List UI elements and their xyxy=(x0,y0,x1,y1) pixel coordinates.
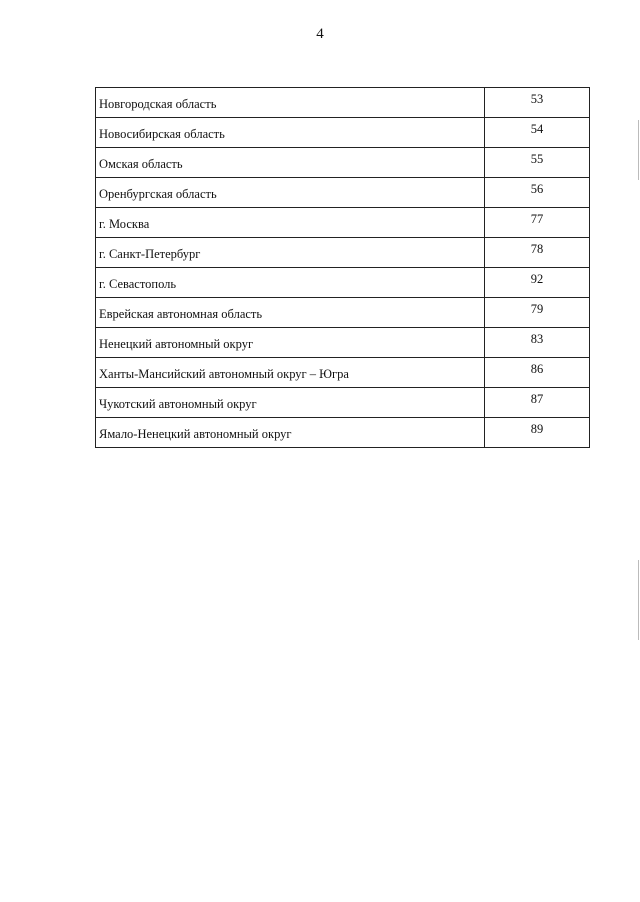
table-row xyxy=(96,208,590,238)
region-code-cell: 54 xyxy=(485,118,590,148)
region-code-cell: 92 xyxy=(485,268,590,298)
table-row xyxy=(96,148,590,178)
region-name-cell: Оренбургская область xyxy=(96,178,485,208)
region-name-cell: Ненецкий автономный округ xyxy=(96,328,485,358)
region-name-cell: Омская область xyxy=(96,148,485,178)
region-code-cell: 77 xyxy=(485,208,590,238)
region-name-cell: Новосибирская область xyxy=(96,118,485,148)
region-name-cell: Чукотский автономный округ xyxy=(96,388,485,418)
region-code-cell: 56 xyxy=(485,178,590,208)
table-row xyxy=(96,238,590,268)
region-name-cell: Новгородская область xyxy=(96,88,485,118)
region-name-cell: г. Санкт-Петербург xyxy=(96,238,485,268)
region-code-cell: 83 xyxy=(485,328,590,358)
table-row xyxy=(96,298,590,328)
table-row xyxy=(96,178,590,208)
table-row xyxy=(96,88,590,118)
region-code-cell: 55 xyxy=(485,148,590,178)
region-code-cell: 53 xyxy=(485,88,590,118)
region-name-cell: Еврейская автономная область xyxy=(96,298,485,328)
table-row xyxy=(96,388,590,418)
table-row xyxy=(96,418,590,448)
table-row xyxy=(96,328,590,358)
region-code-cell: 89 xyxy=(485,418,590,448)
regions-table xyxy=(95,87,590,448)
region-code-cell: 78 xyxy=(485,238,590,268)
region-name-cell: г. Севастополь xyxy=(96,268,485,298)
region-name-cell: Ямало-Ненецкий автономный округ xyxy=(96,418,485,448)
region-name-cell: Ханты-Мансийский автономный округ – Югра xyxy=(96,358,485,388)
region-code-cell: 86 xyxy=(485,358,590,388)
table-row xyxy=(96,358,590,388)
table-row xyxy=(96,118,590,148)
region-code-cell: 79 xyxy=(485,298,590,328)
page-number: 4 xyxy=(316,26,324,42)
table-row xyxy=(96,268,590,298)
region-name-cell: г. Москва xyxy=(96,208,485,238)
regions-table-body xyxy=(96,88,590,448)
region-code-cell: 87 xyxy=(485,388,590,418)
scan-edge-mark xyxy=(638,120,639,180)
scan-edge-mark xyxy=(638,560,639,640)
